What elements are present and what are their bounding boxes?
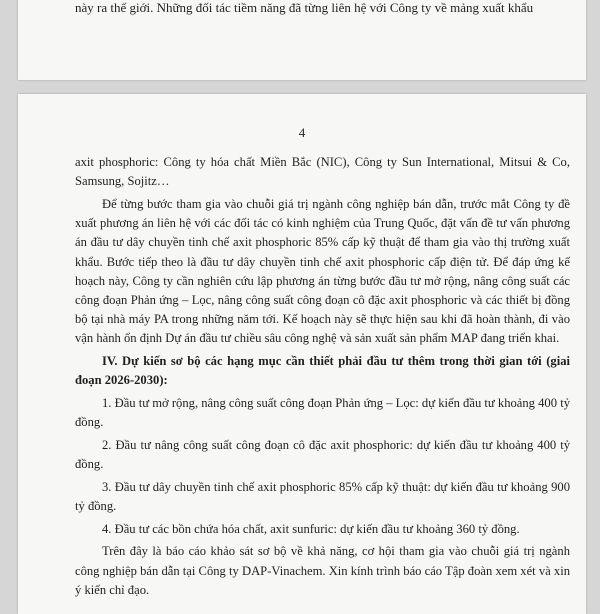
paragraph-partners: axit phosphoric: Công ty hóa chất Miền Bắc (NIC), Công ty Sun International, Mitsui & Co, Samsung, Sojitz…: [75, 155, 570, 189]
document-page: [18, 94, 586, 614]
list-item: 1. Đầu tư mở rộng, nâng công suất công đoạn Phản ứng – Lọc: dự kiến đầu tư khoảng 400 tỷ đồng.: [75, 395, 570, 430]
list-item: 2. Đầu tư nâng công suất công đoạn cô đặc axit phosphoric: dự kiến đầu tư khoảng 400 tỷ đồng.: [75, 437, 570, 472]
previous-page: [18, 0, 586, 80]
section-heading: IV. Dự kiến sơ bộ các hạng mục cần thiết phải đầu tư thêm trong thời gian tới (giai đoạn 2026-2030):: [75, 354, 570, 388]
paragraph-strategy: Để từng bước tham gia vào chuỗi giá trị ngành công nghiệp bán dẫn, trước mắt Công ty đề xuất phương án liên hệ với các đối tác có kinh nghiệm của Trung Quốc, đặt vấn đề tư vấn phương án đầu tư dây chuyền tinh chế axit phosphoric 85% cấp kỹ thuật để tham gia vào thị trường xuất khẩu. Bước tiếp theo là đầu tư dây chuyền tinh chế axit phosphoric cấp điện tử. Để đáp ứng kế hoạch này, Công ty cần nghiên cứu lập phương án từng bước đầu tư mở rộng, nâng công suất các công đoạn Phản ứng – Lọc, nâng công suất công đoạn cô đặc axit phosphoric và các thiết bị đồng bộ tại nhà máy PA trong những năm tới. Kế hoạch này sẽ thực hiện sau khi đã hoàn thành, đi vào vận hành ổn định Dự án đầu tư chiều sâu công nghệ và sản xuất sản phẩm MAP đang triển khai.: [75, 196, 570, 346]
page-number: 4: [298, 125, 306, 140]
paragraph-closing: Trên đây là báo cáo khảo sát sơ bộ về khả năng, cơ hội tham gia vào chuỗi giá trị ngành công nghiệp bán dẫn tại Công ty DAP-Vinachem. Xin kính trình báo cáo Tập đoàn xem xét và xin ý kiến chỉ đạo.: [75, 544, 570, 597]
page-content: [75, 153, 570, 600]
previous-page-last-line: này ra thế giới. Những đối tác tiềm năng đã từng liên hệ với Công ty về mảng xuất khẩu: [75, 0, 534, 15]
list-item: 3. Đầu tư dây chuyền tinh chế axit phosphoric 85% cấp kỹ thuật: dự kiến đầu tư khoảng 900 tỷ đồng.: [75, 479, 570, 513]
list-item: 4. Đầu tư các bồn chứa hóa chất, axit sunfuric: dự kiến đầu tư khoảng 360 tỷ đồng.: [102, 521, 520, 536]
